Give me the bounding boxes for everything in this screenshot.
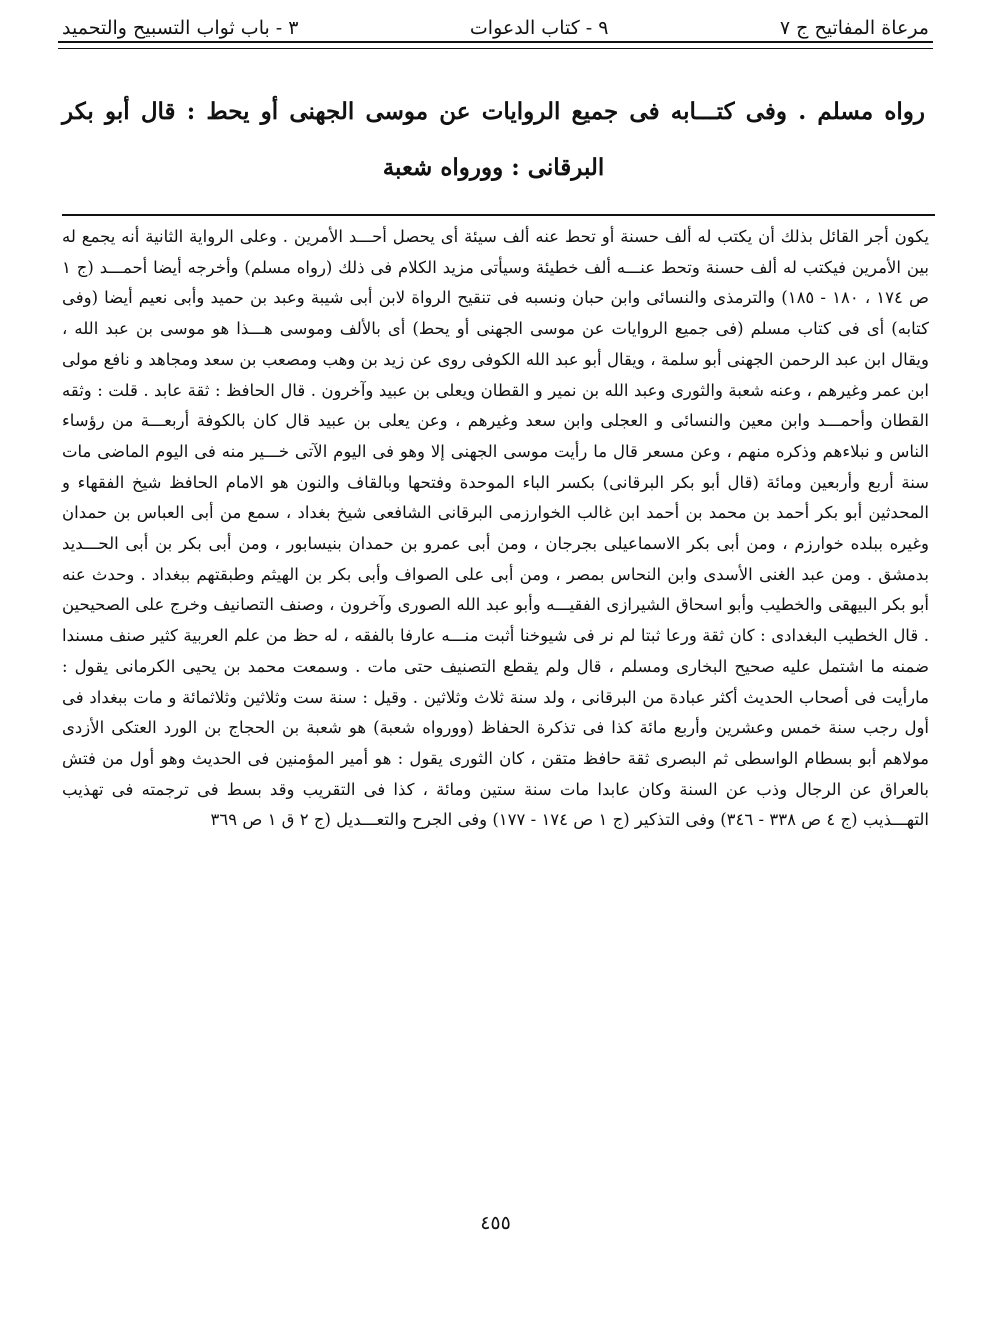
running-header: [62, 0, 929, 38]
hadith-text: رواه مسلم . وفى كتـــابه فى جميع الروايات عن موسى الجهنى أو يحط : قال أبو بكر البرقانى : وورواه شعبة: [62, 98, 925, 181]
hadith-text-block: [62, 84, 925, 196]
header-chapter-title: ٩ - كتاب الدعوات: [469, 17, 609, 39]
page-number: ٤٥٥: [480, 1212, 511, 1234]
commentary-text: يكون أجر القائل بذلك أن يكتب له ألف حسنة أو تحط عنه ألف سيئة أى يحصل أحـــد الأمرين . وعلى الرواية الثانية أنه يجمع له بين الأمرين فيكتب له ألف حسنة وتحط عنـــه ألف خطيئة وسيأتى مزيد الكلام فى ذلك (رواه مسلم) وأخرجه أيضا أحمـــد (ج ١ ص ١٧٤ ، ١٨٠ - ١٨٥) والترمذى والنسائى وابن حبان ونسبه فى تنقيح الرواة لابن أبى شيبة وعبد بن حميد وأبى نعيم أيضا (وفى كتابه) أى فى كتاب مسلم (فى جميع الروايات عن موسى الجهنى أو يحط) أى بالألف وموسى هـــذا هو موسى بن عبد الله ، ويقال ابن عبد الرحمن الجهنى أبو سلمة ، ويقال أبو عبد الله الكوفى روى عن زيد بن وهب ومصعب بن سعد ومجاهد و نافع مولى ابن عمر وغيرهم ، وعنه شعبة والثورى وعبد الله بن نمير و القطان ويعلى بن عبيد وآخرون . قال الحافظ : ثقة عابد . قلت : وثقه القطان وأحمـــد وابن معين والنسائى و العجلى وابن سعد وغيرهم ، وعن يعلى بن عبيد قال كان بالكوفة أربعـــة من رؤساء الناس و نبلاءهم وذكره منهم ، وعن مسعر قال ما رأيت موسى الجهنى إلا وهو فى اليوم الآتى خـــير منه فى اليوم الماضى مات سنة أربع وأربعين ومائة (قال أبو بكر البرقانى) بكسر الباء الموحدة وفتحها وبالقاف والنون هو الامام الحافظ شيخ الفقهاء و المحدثين أبو بكر أحمد بن محمد بن أحمد ابن غالب الخوارزمى البرقانى الشافعى شيخ بغداد ، سمع من أبى العباس بن حمدان وغيره ببلده خوارزم ، ومن أبى بكر الاسماعيلى بجرجان ، ومن أبى عمرو بن حمدان بنيسابور ، ومن أبى بكر بن أبى الحـــديد بدمشق . ومن عبد الغنى الأسدى وابن النحاس بمصر ، ومن أبى على الصواف وأبى بكر بن الهيثم وطبقتهم ببغداد . وحدث عنه أبو بكر البيهقى والخطيب وأبو اسحاق الشيرازى الفقيـــه وأبو عبد الله الصورى وآخرون ، وصنف التصانيف وخرج على الصحيحين . قال الخطيب البغدادى : كان ثقة ورعا ثبتا لم نر فى شيوخنا أثبت منـــه عارفا بالفقه ، له حظ من علم العربية كثير صنف مسندا ضمنه ما اشتمل عليه صحيح البخارى ومسلم ، قال ولم يقطع التصنيف حتى مات . وسمعت محمد بن يحيى الكرمانى يقول : مارأيت فى أصحاب الحديث أكثر عبادة من البرقانى ، ولد سنة ثلاث وثلاثين . وقيل : سنة ست وثلاثين وثلاثمائة و مات ببغداد فى أول رجب سنة خمس وعشرين وأربع مائة كذا فى تذكرة الحفاظ (وورواه شعبة) هو شعبة بن الحجاج بن الورد العتكى الأزدى مولاهم أبو بسطام الواسطى ثم البصرى ثقة حافظ متقن ، كان الثورى يقول : هو أمير المؤمنين فى الحديث وهو أول من فتش بالعراق عن الرجال وذب عن السنة وكان عابدا مات سنة ستين ومائة ، كذا فى التقريب وقد بسط فى ترجمته فى تهذيب التهـــذيب (ج ٤ ص ٣٣٨ - ٣٤٦) وفى التذكير (ج ١ ص ١٧٤ - ١٧٧) وفى الجرح والتعـــديل (ج ٢ ق ١ ص ٣٦٩: [62, 227, 929, 830]
header-double-rule: [58, 41, 933, 49]
commentary-block: [62, 222, 929, 836]
header-section-title: ٣ - باب ثواب التسبيح والتحميد: [62, 17, 299, 39]
header-book-title: مرعاة المفاتيح ج ٧: [779, 17, 929, 39]
commentary-separator-rule: [62, 214, 935, 216]
